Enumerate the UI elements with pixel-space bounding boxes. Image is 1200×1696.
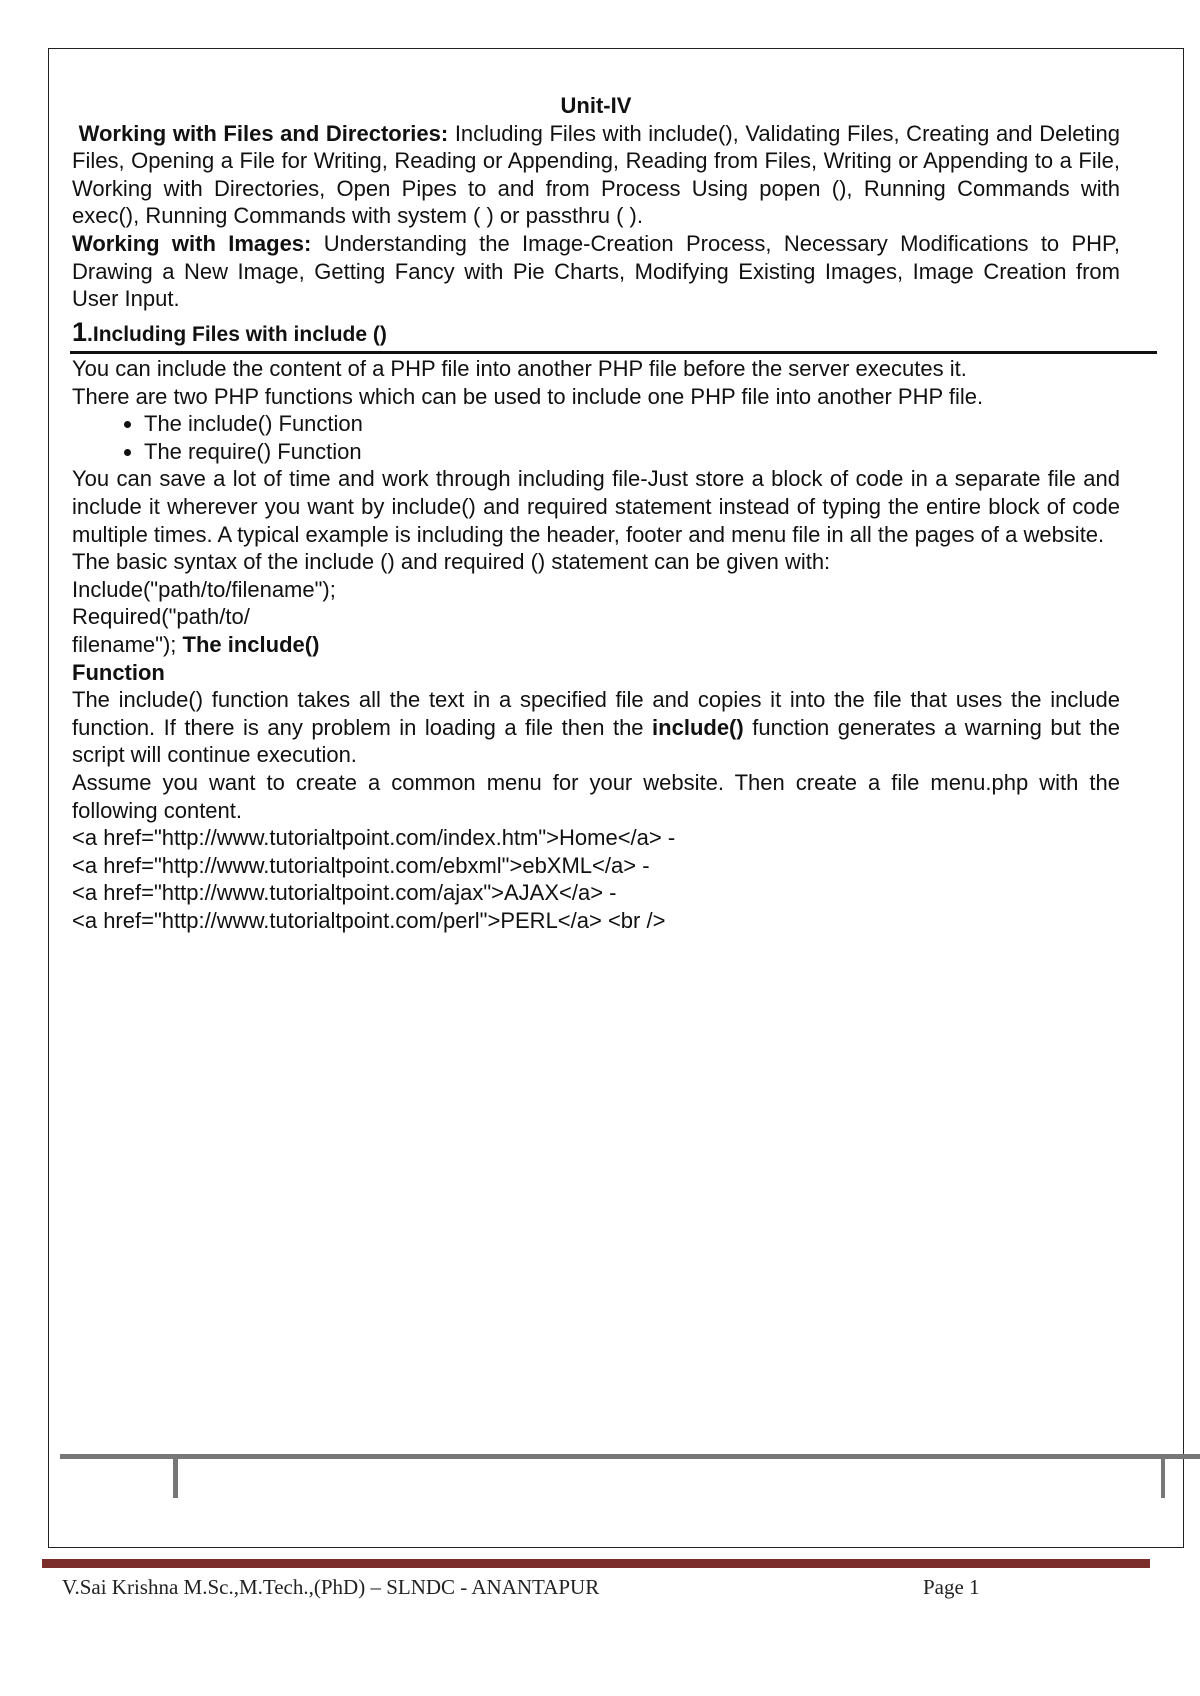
subheading-part-b: Function <box>72 659 165 685</box>
code-line: <a href="http://www.tutorialtpoint.com/perl">PERL</a> <br /> <box>72 907 666 933</box>
body-paragraph-5 <box>72 686 1120 769</box>
syntax-line-3 <box>72 631 1120 659</box>
images-topics-text: Understanding the Image-Creation Process, Necessary Modifications to PHP, Drawing a New Image, Getting Fancy with Pie Charts, Modifying Existing Images, Image Creation from User Input. <box>72 230 1120 312</box>
footer-tick-right <box>1161 1456 1165 1498</box>
function-list <box>72 410 1120 465</box>
unit-title: Unit-IV <box>560 93 632 118</box>
footer-line <box>60 1454 1200 1459</box>
code-line: <a href="http://www.tutorialtpoint.com/ajax">AJAX</a> - <box>72 880 617 906</box>
include-keyword: include() <box>652 714 744 740</box>
body-paragraph-4: The basic syntax of the include () and required () statement can be given with: <box>72 549 831 575</box>
document-body <box>72 92 1120 350</box>
files-topics-label: Working with Files and Directories: <box>78 120 449 146</box>
files-topics-paragraph <box>72 120 1120 230</box>
syntax-line-2: Required("path/to/ <box>72 604 250 630</box>
code-line: <a href="http://www.tutorialtpoint.com/ebxml">ebXML</a> - <box>72 852 650 878</box>
syntax-line-1: Include("path/to/filename"); <box>72 576 336 602</box>
syntax-line-3-text: filename"); <box>72 631 177 657</box>
images-topics-paragraph <box>72 230 1120 313</box>
subheading-part-a: The include() <box>182 631 320 657</box>
body-paragraph-3: You can save a lot of time and work through including file-Just store a block of code in a separate file and include it wherever you want by include() and required statement instead of typing the entire block of code multiple times. A typical example is including the header, footer and menu file in all the pages of a website. <box>72 466 1120 547</box>
files-topics-text: Including Files with include(), Validating Files, Creating and Deleting Files, Opening a File for Writing, Reading or Appending, Reading from Files, Writing or Appending to a File, Working with Directories, Open Pipes to and from Process Using popen (), Running Commands with exec(), Running Commands with system ( ) or passthru ( ). <box>72 120 1120 229</box>
images-topics-label: Working with Images: <box>72 230 312 256</box>
footer-page-number: Page 1 <box>923 1575 980 1599</box>
list-item: • The include() Function <box>144 410 1120 438</box>
body-paragraph-6: Assume you want to create a common menu for your website. Then create a file menu.php with the following content. <box>72 769 1120 823</box>
section-number: 1 <box>72 316 88 347</box>
body-paragraph-5-start: The include() function takes all the text in a specified file and copies it into the file that uses the include function. If there is any problem in loading a file then the <box>72 687 1120 740</box>
body-paragraph-2: There are two PHP functions which can be used to include one PHP file into another PHP file. <box>72 383 984 409</box>
section-divider <box>70 351 1157 354</box>
list-item: • The require() Function <box>144 438 1120 466</box>
section-title: .Including Files with include () <box>87 322 387 346</box>
section-body <box>72 355 1120 934</box>
footer-author: V.Sai Krishna M.Sc.,M.Tech.,(PhD) – SLNDC - ANANTAPUR <box>62 1575 600 1599</box>
footer-tick-left <box>173 1456 178 1498</box>
body-paragraph-5-end: function generates a warning but the script will continue execution. <box>72 714 1120 768</box>
body-paragraph-1: You can include the content of a PHP file into another PHP file before the server executes it. <box>72 356 967 381</box>
footer-accent-bar <box>42 1559 1150 1568</box>
code-line: <a href="http://www.tutorialtpoint.com/index.htm">Home</a> - <box>72 825 676 851</box>
section-heading <box>72 317 1120 350</box>
